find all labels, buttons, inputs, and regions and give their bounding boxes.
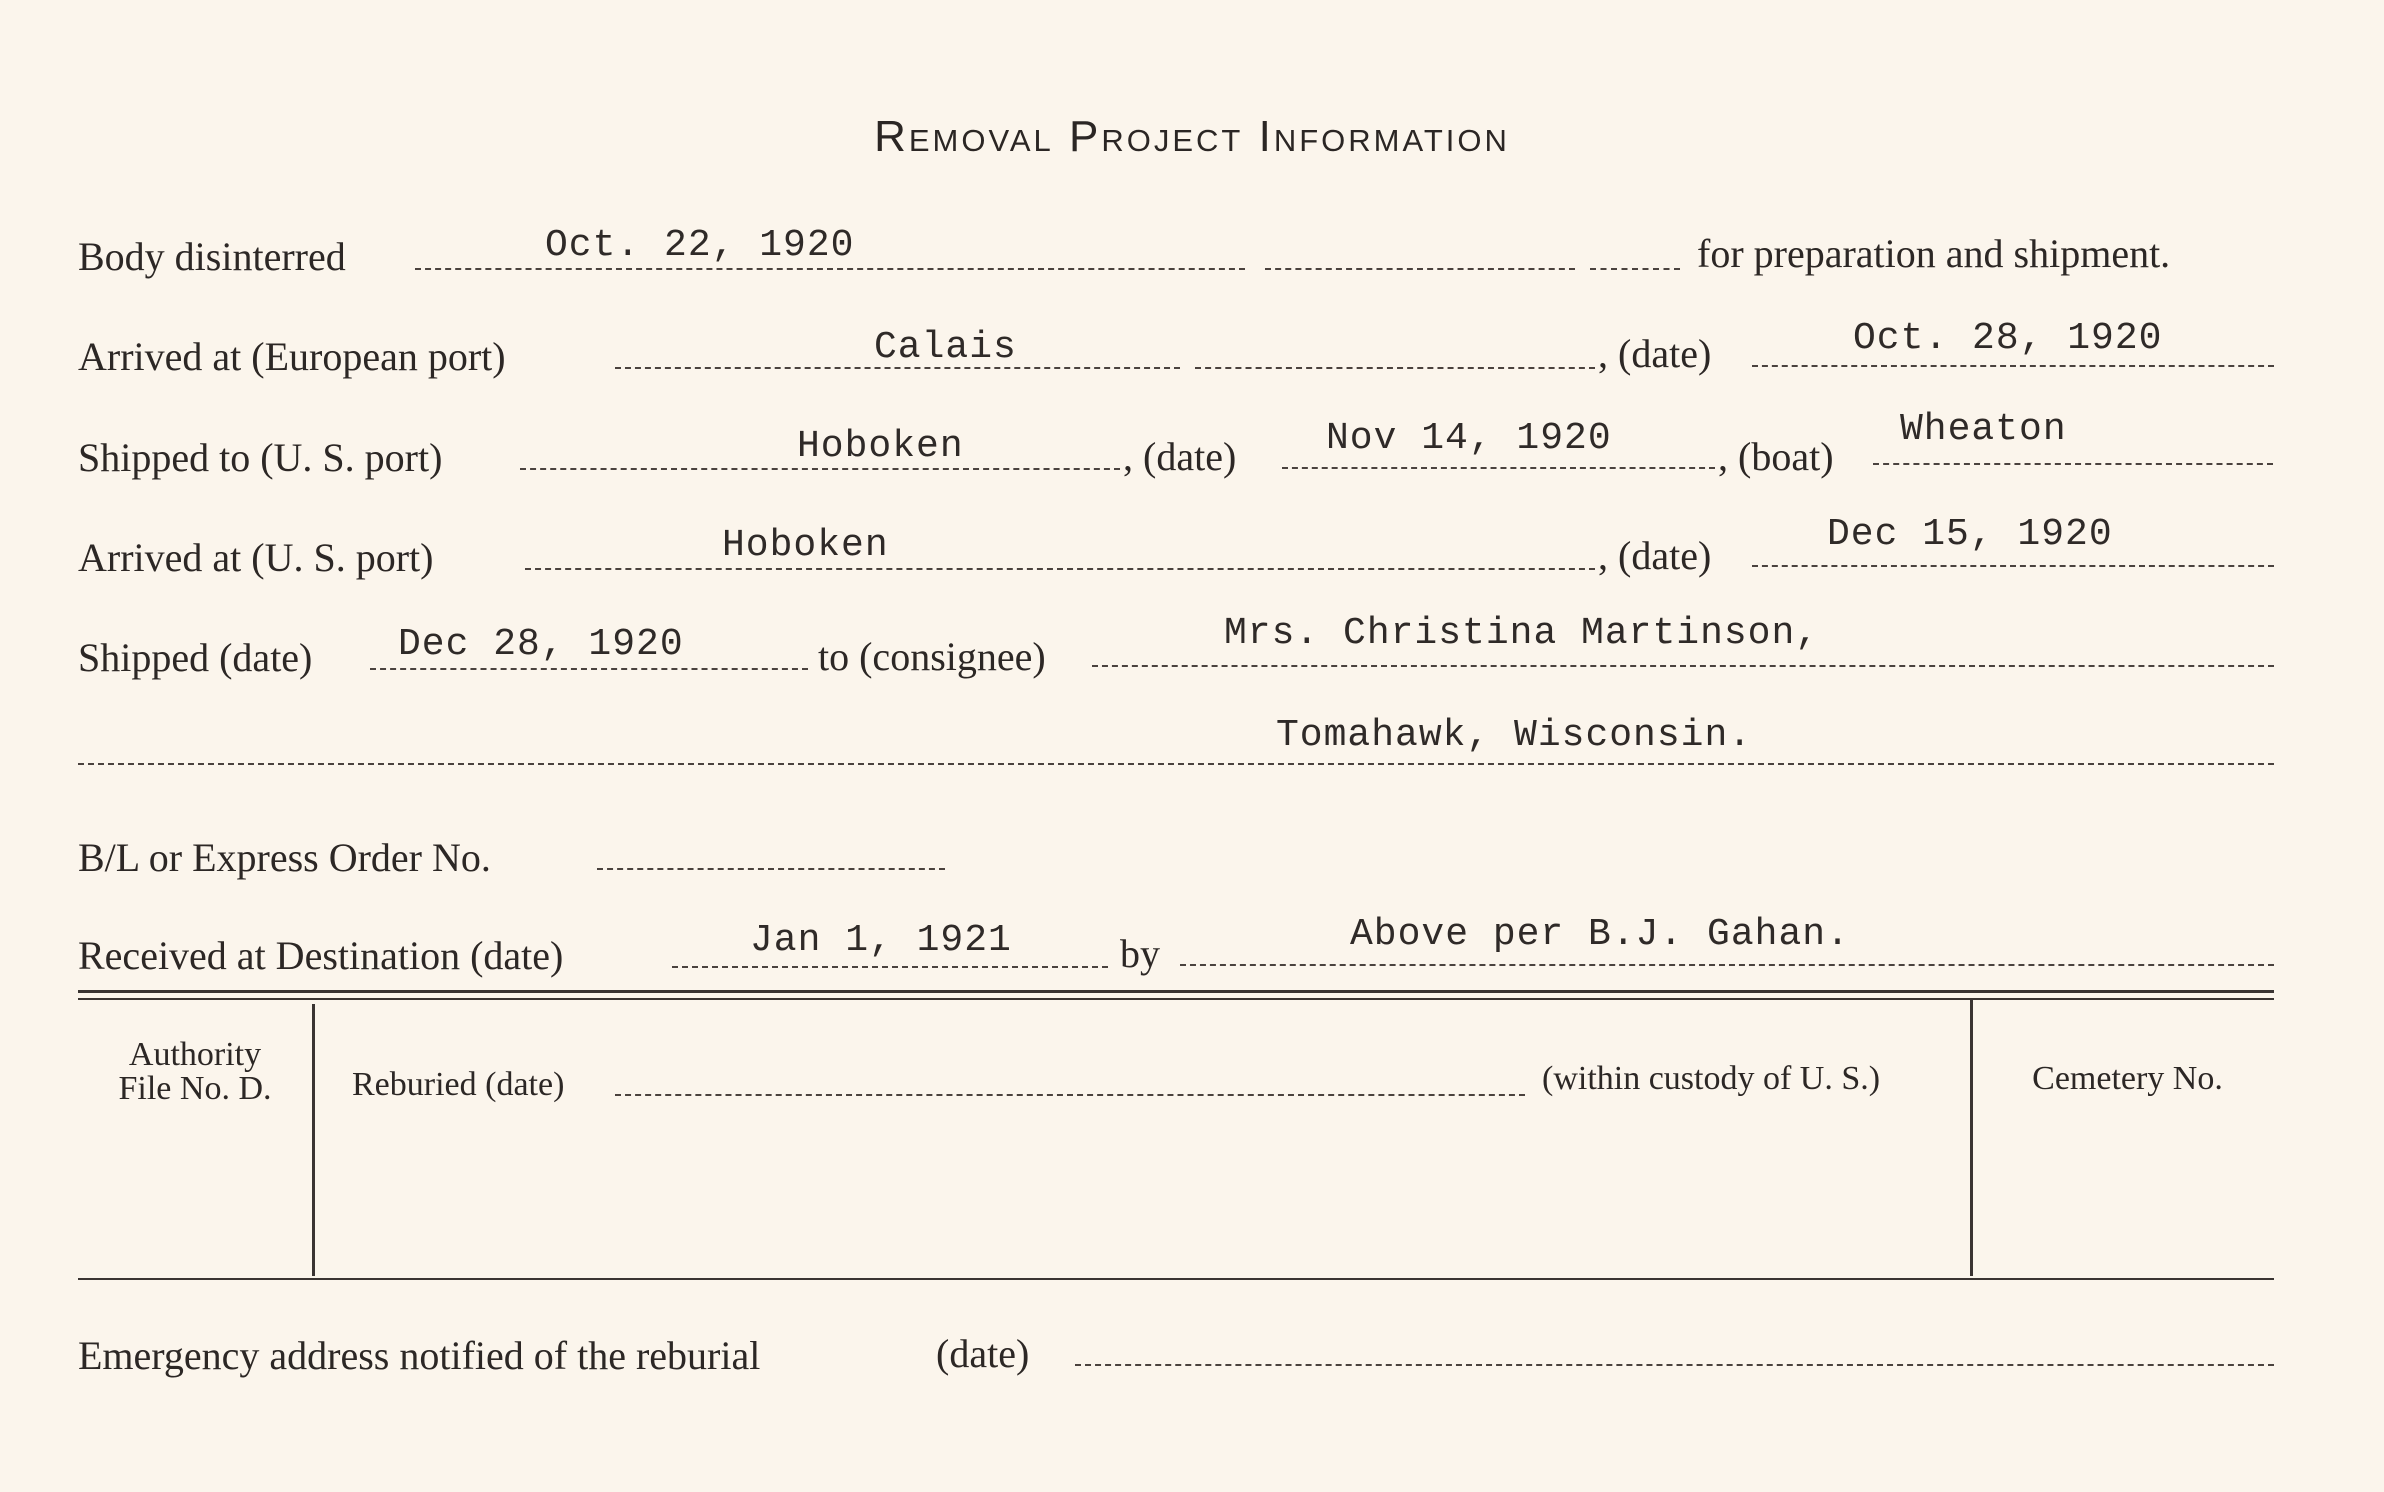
cemetery-no-label: Cemetery No. (2032, 1060, 2223, 1097)
received-date-value: Jan 1, 1921 (750, 919, 1012, 962)
disinterred-extra-line-2 (1590, 268, 1680, 270)
us-port-shipped-value: Hoboken (797, 425, 964, 468)
consignee-line-2 (78, 763, 2274, 765)
european-date-label: , (date) (1598, 331, 1712, 376)
us-port-arrived-line (525, 568, 1595, 570)
european-port-value: Calais (874, 326, 1017, 369)
emergency-date-label: (date) (936, 1331, 1030, 1376)
us-arrival-date-line (1752, 565, 2274, 567)
to-consignee-label: to (consignee) (818, 634, 1046, 679)
us-ship-date-value: Nov 14, 1920 (1326, 417, 1612, 460)
authority-line1: Authority (128, 1036, 262, 1073)
bl-order-line (597, 868, 945, 870)
bl-order-label: B/L or Express Order No. (78, 835, 491, 880)
arrived-us-label: Arrived at (U. S. port) (78, 535, 434, 580)
body-disinterred-label: Body disinterred (78, 234, 346, 279)
disinterred-date-line (415, 268, 1245, 270)
european-date-line (1752, 365, 2274, 367)
card-title: Removal Project Information (874, 112, 1510, 161)
reburied-label: Reburied (date) (352, 1066, 565, 1103)
shipped-date-value: Dec 28, 1920 (398, 623, 684, 666)
us-ship-date-label: , (date) (1123, 434, 1237, 479)
box-divider-left (312, 1004, 315, 1276)
double-rule-top (78, 990, 2274, 993)
consignee-line1-value: Mrs. Christina Martinson, (1224, 612, 1820, 655)
received-by-line (1180, 964, 2274, 966)
european-port-line-2 (1195, 367, 1595, 369)
shipped-date-label: Shipped (date) (78, 635, 313, 680)
box-bottom-rule (78, 1278, 2274, 1280)
consignee-line-1 (1092, 665, 2274, 667)
received-destination-label: Received at Destination (date) (78, 933, 564, 978)
shipped-to-us-label: Shipped to (U. S. port) (78, 435, 443, 480)
european-arrival-date-value: Oct. 28, 1920 (1853, 317, 2163, 360)
boat-line (1873, 463, 2273, 465)
shipped-date-line (370, 668, 808, 670)
us-port-shipped-line (520, 468, 1120, 470)
reburied-date-line (615, 1094, 1525, 1096)
us-arrival-date-value: Dec 15, 1920 (1827, 513, 2113, 556)
arrived-european-label: Arrived at (European port) (78, 334, 506, 379)
boat-value: Wheaton (1900, 408, 2067, 451)
received-by-value: Above per B.J. Gahan. (1350, 913, 1850, 956)
boat-label: , (boat) (1718, 434, 1834, 479)
us-port-arrived-value: Hoboken (722, 524, 889, 567)
disinterred-date-value: Oct. 22, 1920 (545, 224, 855, 267)
emergency-label: Emergency address notified of the reburial (78, 1333, 761, 1378)
consignee-line2-value: Tomahawk, Wisconsin. (1276, 714, 1753, 757)
emergency-date-line (1075, 1364, 2274, 1366)
double-rule-bottom (78, 998, 2274, 1000)
us-arrival-date-label: , (date) (1598, 533, 1712, 578)
authority-line2: File No. D. (118, 1070, 272, 1107)
received-date-line (672, 966, 1108, 968)
within-custody-label: (within custody of U. S.) (1542, 1060, 1881, 1097)
box-divider-right (1970, 1000, 1973, 1276)
by-label: by (1120, 931, 1160, 976)
for-preparation-label: for preparation and shipment. (1697, 231, 2171, 276)
disinterred-extra-line (1265, 268, 1575, 270)
us-ship-date-line (1282, 467, 1715, 469)
